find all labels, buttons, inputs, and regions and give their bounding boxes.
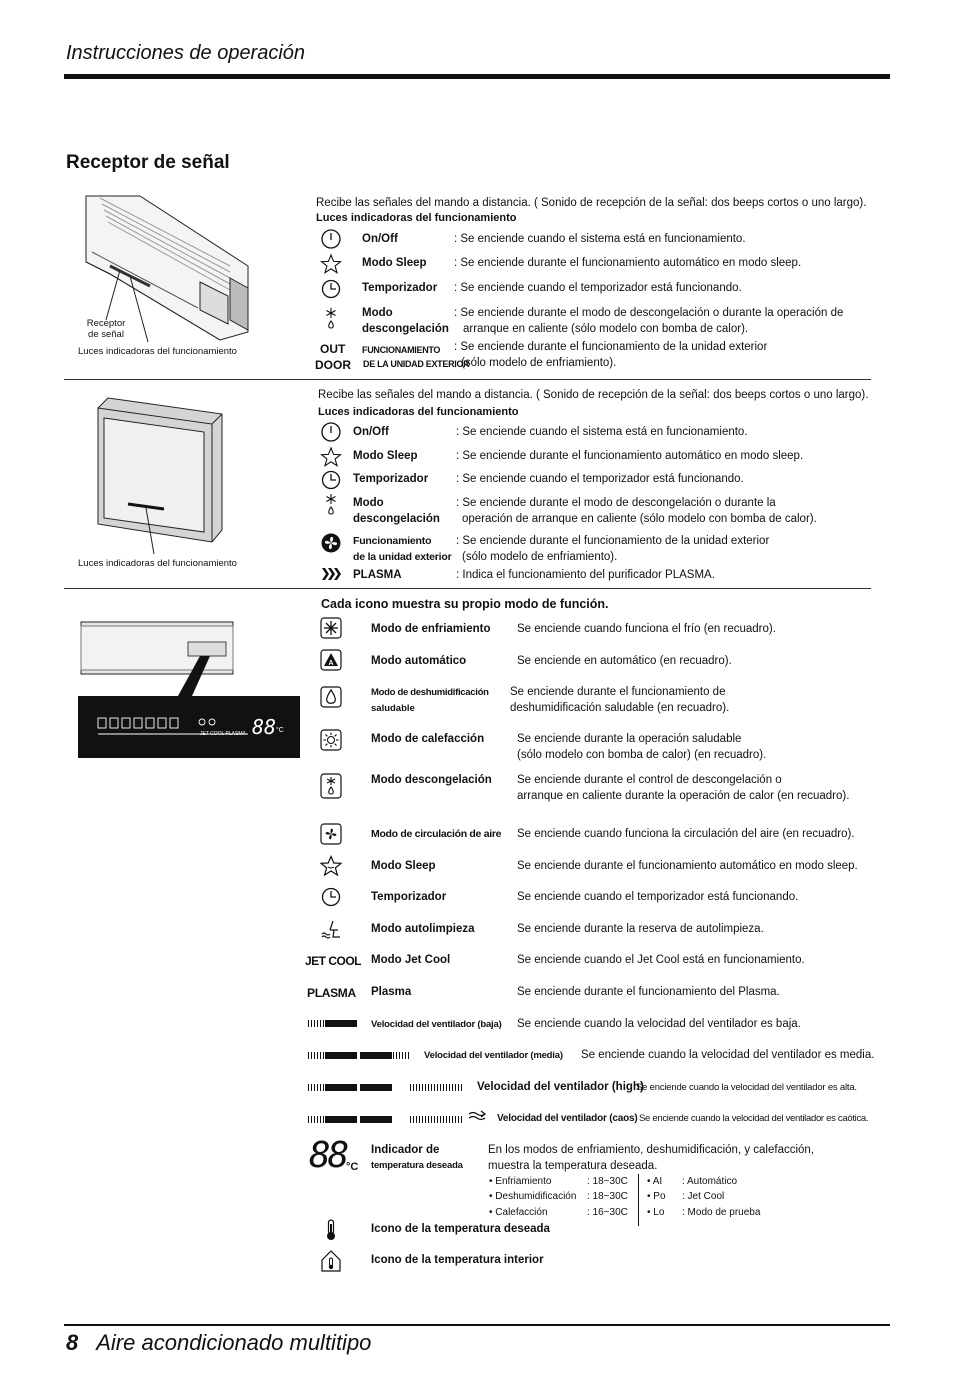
p2-row-desc: : Se enciende durante el modo de descongelación o durante la: [456, 497, 776, 509]
fan-speed-high-icon: [308, 1084, 325, 1091]
p1-row-desc: : Se enciende durante el modo de descongelación o durante la operación de: [454, 307, 844, 319]
panel2-intro: Recibe las señales del mando a distancia. ( Sonido de recepción de la señal: dos beeps cortos o uno largo).: [318, 389, 869, 401]
p3-row-desc2: (sólo modelo con bomba de calor) (en recuadro).: [517, 749, 767, 761]
divider: [64, 588, 871, 589]
heating-mode-icon: [320, 729, 342, 751]
display-jet-plasma-text: JET COOL PLASMA: [200, 731, 246, 737]
p3-row-desc2: deshumidificación saludable (en recuadro).: [510, 702, 730, 714]
range-mode: • Deshumidificación: [489, 1191, 577, 1202]
temp-indicator-desc: En los modos de enfriamiento, deshumidificación, y calefacción,: [488, 1144, 815, 1156]
p3-row-name: Modo automático: [371, 655, 467, 667]
jet-cool-icon: JET COOL: [305, 954, 362, 968]
p2-row-name2: de la unidad exterior: [353, 551, 452, 563]
temperature-digits-icon: 88: [309, 1135, 347, 1176]
panel1-label-luces: Luces indicadoras del funcionamiento: [78, 346, 237, 357]
p3-row-name: Velocidad del ventilador (baja): [371, 1019, 502, 1030]
temperature-unit-icon: °C: [346, 1161, 359, 1173]
plasma-text-icon: PLASMA: [307, 986, 356, 1000]
range-mode: • Enfriamiento: [489, 1176, 552, 1187]
p3-row-desc: Se enciende cuando la velocidad del ventilador es media.: [581, 1049, 875, 1061]
p2-row-desc: : Se enciende cuando el sistema está en funcionamiento.: [456, 426, 748, 438]
fan-speed-medium-icon-bar: [360, 1052, 392, 1059]
p1-row-name: Modo Sleep: [362, 257, 427, 269]
temp-indicator-name2: temperatura deseada: [371, 1160, 463, 1171]
range-value: : 18~30C: [587, 1176, 628, 1187]
autoclean-icon: [320, 918, 342, 940]
svg-text:A: A: [328, 660, 334, 667]
p2-row-desc: : Se enciende durante el funcionamiento automático en modo sleep.: [456, 450, 804, 462]
indoor-temperature-house-icon: [320, 1249, 342, 1273]
p3-row-desc: Se enciende cuando el Jet Cool está en funcionamiento.: [517, 954, 805, 966]
power-icon: [320, 228, 342, 250]
fan-speed-chaos-icon-stripe: [410, 1116, 462, 1123]
p1-row-name: On/Off: [362, 233, 398, 245]
fan-speed-chaos-icon-bar: [325, 1116, 357, 1123]
footer-title: Aire acondicionado multitipo: [96, 1330, 372, 1355]
code-meaning: : Automático: [682, 1176, 738, 1187]
p3-row-name: Modo de circulación de aire: [371, 828, 502, 840]
desired-temperature-thermometer-icon: [320, 1218, 342, 1242]
p2-row-name: On/Off: [353, 426, 389, 438]
p2-row-name: PLASMA: [353, 569, 402, 581]
p1-row-name: FUNCIONAMIENTO: [362, 345, 441, 355]
page-header-title: Instrucciones de operación: [66, 42, 306, 64]
outdoor-icon: OUT: [320, 342, 346, 356]
fan-speed-high-icon-bar: [325, 1084, 357, 1091]
p3-row-name: Velocidad del ventilador (caos): [497, 1113, 638, 1124]
fan-speed-chaos-icon-bar: [360, 1116, 392, 1123]
timer-clock-icon: [320, 278, 342, 300]
p2-row-name2: descongelación: [353, 513, 440, 525]
p3-row-name: Temporizador: [371, 891, 447, 903]
p1-row-desc: : Se enciende durante el funcionamiento de la unidad exterior: [454, 341, 768, 353]
panel3-heading: Cada icono muestra su propio modo de función.: [321, 597, 609, 611]
p3-row-name: Modo Jet Cool: [371, 954, 451, 966]
sleep-star-icon: [320, 446, 342, 468]
p3-row-name: Modo descongelación: [371, 774, 492, 786]
timer-clock-icon: [320, 469, 342, 491]
p2-row-desc2: operación de arranque en caliente (sólo modelo con bomba de calor).: [462, 513, 817, 525]
p3-row-name: Plasma: [371, 986, 412, 998]
p3-row-desc: Se enciende cuando la velocidad del ventilador es caótica.: [639, 1113, 869, 1124]
fan-speed-high-icon-bar: [360, 1084, 392, 1091]
panel1-label-receptor-2: de señal: [88, 329, 124, 340]
p3-row-name: Modo Sleep: [371, 860, 436, 872]
p3-row-name: Modo de calefacción: [371, 733, 485, 745]
cooling-mode-icon: [320, 617, 342, 639]
display-digits: 88: [252, 715, 277, 739]
defrost-icon: [320, 306, 342, 332]
divider: [64, 379, 871, 380]
p1-row-name: Modo: [362, 307, 393, 319]
p2-row-name: Funcionamiento: [353, 535, 432, 547]
power-icon: [320, 421, 342, 443]
panel2-subtitle: Luces indicadoras del funcionamiento: [318, 406, 519, 418]
p2-row-desc2: (sólo modelo de enfriamiento).: [462, 551, 618, 563]
temp-indicator-desc2: muestra la temperatura deseada.: [488, 1160, 658, 1172]
air-circulation-icon: [320, 823, 342, 845]
p2-row-name: Modo Sleep: [353, 450, 418, 462]
fan-speed-low-icon: [308, 1020, 325, 1027]
codes-divider: [638, 1174, 639, 1226]
p1-row-name: Temporizador: [362, 282, 438, 294]
range-value: : 16~30C: [587, 1207, 628, 1218]
p3-row-desc: Se enciende cuando la velocidad del ventilador es baja.: [517, 1018, 801, 1030]
icon-temp-deseada: Icono de la temperatura deseada: [371, 1223, 550, 1235]
p1-row-desc2: (sólo modelo de enfriamiento).: [461, 357, 617, 369]
p1-row-name2: descongelación: [362, 323, 449, 335]
p3-row-desc: Se enciende durante la reserva de autolimpieza.: [517, 923, 764, 935]
p3-row-desc: Se enciende cuando la velocidad del ventilador es alta.: [636, 1082, 857, 1093]
page-footer: [66, 1330, 371, 1356]
panel1-intro: Recibe las señales del mando a distancia. ( Sonido de recepción de la señal: dos beeps cortos o uno largo).: [316, 197, 867, 209]
header-rule: [64, 74, 890, 79]
p2-row-desc: : Indica el funcionamiento del purificador PLASMA.: [456, 569, 715, 581]
p2-row-name: Modo: [353, 497, 384, 509]
panel1-subtitle: Luces indicadoras del funcionamiento: [316, 212, 517, 224]
display-unit: °C: [276, 727, 284, 734]
p1-row-desc: : Se enciende cuando el temporizador está funcionando.: [454, 282, 742, 294]
p3-row-desc: Se enciende durante la operación saludable: [517, 733, 742, 745]
fan-speed-medium-icon-bar: [325, 1052, 357, 1059]
range-mode: • Calefacción: [489, 1207, 548, 1218]
fan-speed-medium-icon-stripe: [393, 1052, 410, 1059]
p2-row-desc: : Se enciende durante el funcionamiento de la unidad exterior: [456, 535, 770, 547]
outdoor-fan-icon: [320, 532, 342, 554]
range-value: : 18~30C: [587, 1191, 628, 1202]
auto-mode-icon: [320, 649, 342, 671]
code-meaning: : Jet Cool: [682, 1191, 725, 1202]
panel2-illustration: [94, 396, 226, 554]
p3-row-name: Modo autolimpieza: [371, 923, 475, 935]
p3-row-desc: Se enciende en automático (en recuadro).: [517, 655, 732, 667]
p1-row-desc2: arranque en caliente (sólo modelo con bomba de calor).: [463, 323, 749, 335]
section-title: Receptor de señal: [66, 152, 230, 173]
code-meaning: : Modo de prueba: [682, 1207, 761, 1218]
p3-row-name: Velocidad del ventilador (media): [424, 1050, 563, 1061]
p3-row-name2: saludable: [371, 703, 415, 714]
panel2-label-luces: Luces indicadoras del funcionamiento: [78, 558, 237, 569]
fan-speed-chaos-icon: [308, 1116, 325, 1123]
code-label: • Lo: [647, 1207, 665, 1218]
defrost-mode-icon: [320, 773, 342, 799]
p3-row-desc: Se enciende cuando funciona el frío (en recuadro).: [517, 623, 776, 635]
sleep-mode-icon: [320, 855, 342, 877]
dehumidify-mode-icon: [320, 686, 342, 708]
p3-row-desc: Se enciende cuando funciona la circulación del aire (en recuadro).: [517, 828, 855, 840]
p3-row-desc: Se enciende durante el control de descongelación o: [517, 774, 782, 786]
p2-row-name: Temporizador: [353, 473, 429, 485]
panel1-label-receptor-1: Receptor: [86, 318, 126, 329]
p3-row-name: Modo de enfriamiento: [371, 623, 491, 635]
p3-row-name: Modo de deshumidificación: [371, 687, 489, 698]
p3-row-name: Velocidad del ventilador (high): [477, 1081, 644, 1093]
p3-row-desc2: arranque en caliente durante la operación de calor (en recuadro).: [517, 790, 850, 802]
icon-temp-interior: Icono de la temperatura interior: [371, 1254, 544, 1266]
p1-row-name2: DE LA UNIDAD EXTERIOR: [363, 359, 470, 369]
code-label: • AI: [647, 1176, 663, 1187]
code-label: • Po: [647, 1191, 666, 1202]
p3-row-desc: Se enciende durante el funcionamiento del Plasma.: [517, 986, 780, 998]
timer-clock-icon: [320, 886, 342, 908]
p1-row-desc: : Se enciende durante el funcionamiento automático en modo sleep.: [454, 257, 802, 269]
fan-speed-low-icon-bar: [325, 1020, 357, 1027]
p3-row-desc: Se enciende cuando el temporizador está funcionando.: [517, 891, 799, 903]
sleep-star-icon: [320, 253, 342, 275]
fan-speed-medium-icon: [308, 1052, 325, 1059]
footer-rule: [64, 1324, 890, 1326]
plasma-icon: [320, 564, 342, 584]
defrost-icon: [320, 492, 342, 518]
temp-indicator-name: Indicador de: [371, 1144, 440, 1156]
p3-row-desc: Se enciende durante el funcionamiento de: [510, 686, 726, 698]
p3-row-desc: Se enciende durante el funcionamiento automático en modo sleep.: [517, 860, 858, 872]
p2-row-desc: : Se enciende cuando el temporizador está funcionando.: [456, 473, 744, 485]
fan-speed-high-icon-stripe: [410, 1084, 462, 1091]
outdoor-icon-line2: DOOR: [315, 358, 351, 372]
page-number: 8: [66, 1330, 79, 1355]
chaos-wind-icon: [468, 1108, 486, 1124]
p1-row-desc: : Se enciende cuando el sistema está en funcionamiento.: [454, 233, 746, 245]
